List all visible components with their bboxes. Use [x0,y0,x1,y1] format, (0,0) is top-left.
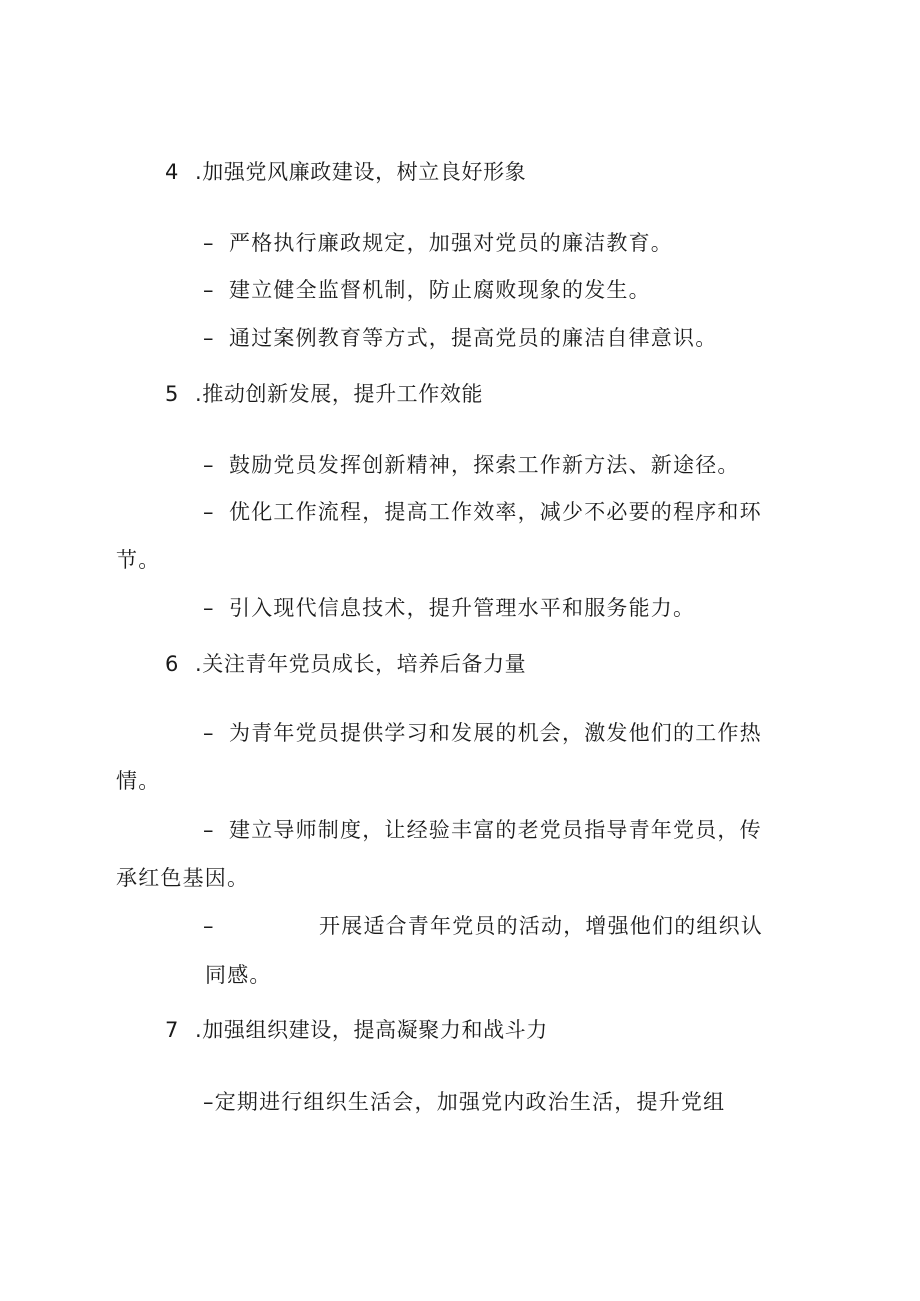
bullet-dash: – [203,500,215,524]
list-item: – 开展适合青年党员的活动，增强他们的组织认 [203,911,763,941]
list-item: – 为青年党员提供学习和发展的机会，激发他们的工作热 [203,718,762,748]
section-title: .推动创新发展，提升工作效能 [195,382,484,406]
list-item: – 通过案例教育等方式，提高党员的廉洁自律意识。 [203,323,717,353]
section-heading-7 [165,1015,548,1045]
list-item-continuation: 承红色基因。 [116,866,250,890]
bullet-dash: – [203,231,215,255]
list-item-continuation: 节。 [116,548,161,572]
bullet-dash: – [203,326,215,350]
list-item: – 优化工作流程，提高工作效率，减少不必要的程序和环 [203,497,762,527]
section-heading-4 [165,157,526,187]
list-item: – 鼓励党员发挥创新精神，探索工作新方法、新途径。 [203,450,740,480]
list-item-continuation: 同感。 [205,963,272,987]
list-item: – 严格执行廉政规定，加强对党员的廉洁教育。 [203,228,673,258]
list-item: – 建立健全监督机制，防止腐败现象的发生。 [203,275,651,305]
section-number: 6 [165,652,179,676]
section-number: 4 [165,160,179,184]
bullet-dash: – [203,596,215,620]
bullet-dash: – [203,721,215,745]
section-heading-5 [165,379,483,409]
list-item: – 建立导师制度，让经验丰富的老党员指导青年党员，传 [203,815,762,845]
bullet-dash: – [203,818,215,842]
list-item: –定期进行组织生活会，加强党内政治生活，提升党组 [203,1090,726,1114]
section-title: .加强党风廉政建设，树立良好形象 [195,160,527,184]
section-title: .加强组织建设，提高凝聚力和战斗力 [195,1018,548,1042]
bullet-dash: – [203,914,215,938]
bullet-dash: – [203,453,215,477]
list-item-continuation: 情。 [116,769,161,793]
bullet-dash: – [203,1090,215,1114]
section-title: .关注青年党员成长，培养后备力量 [195,652,527,676]
section-number: 7 [165,1018,179,1042]
list-item: – 引入现代信息技术，提升管理水平和服务能力。 [203,593,695,623]
section-number: 5 [165,382,179,406]
section-heading-6 [165,649,526,679]
bullet-dash: – [203,278,215,302]
